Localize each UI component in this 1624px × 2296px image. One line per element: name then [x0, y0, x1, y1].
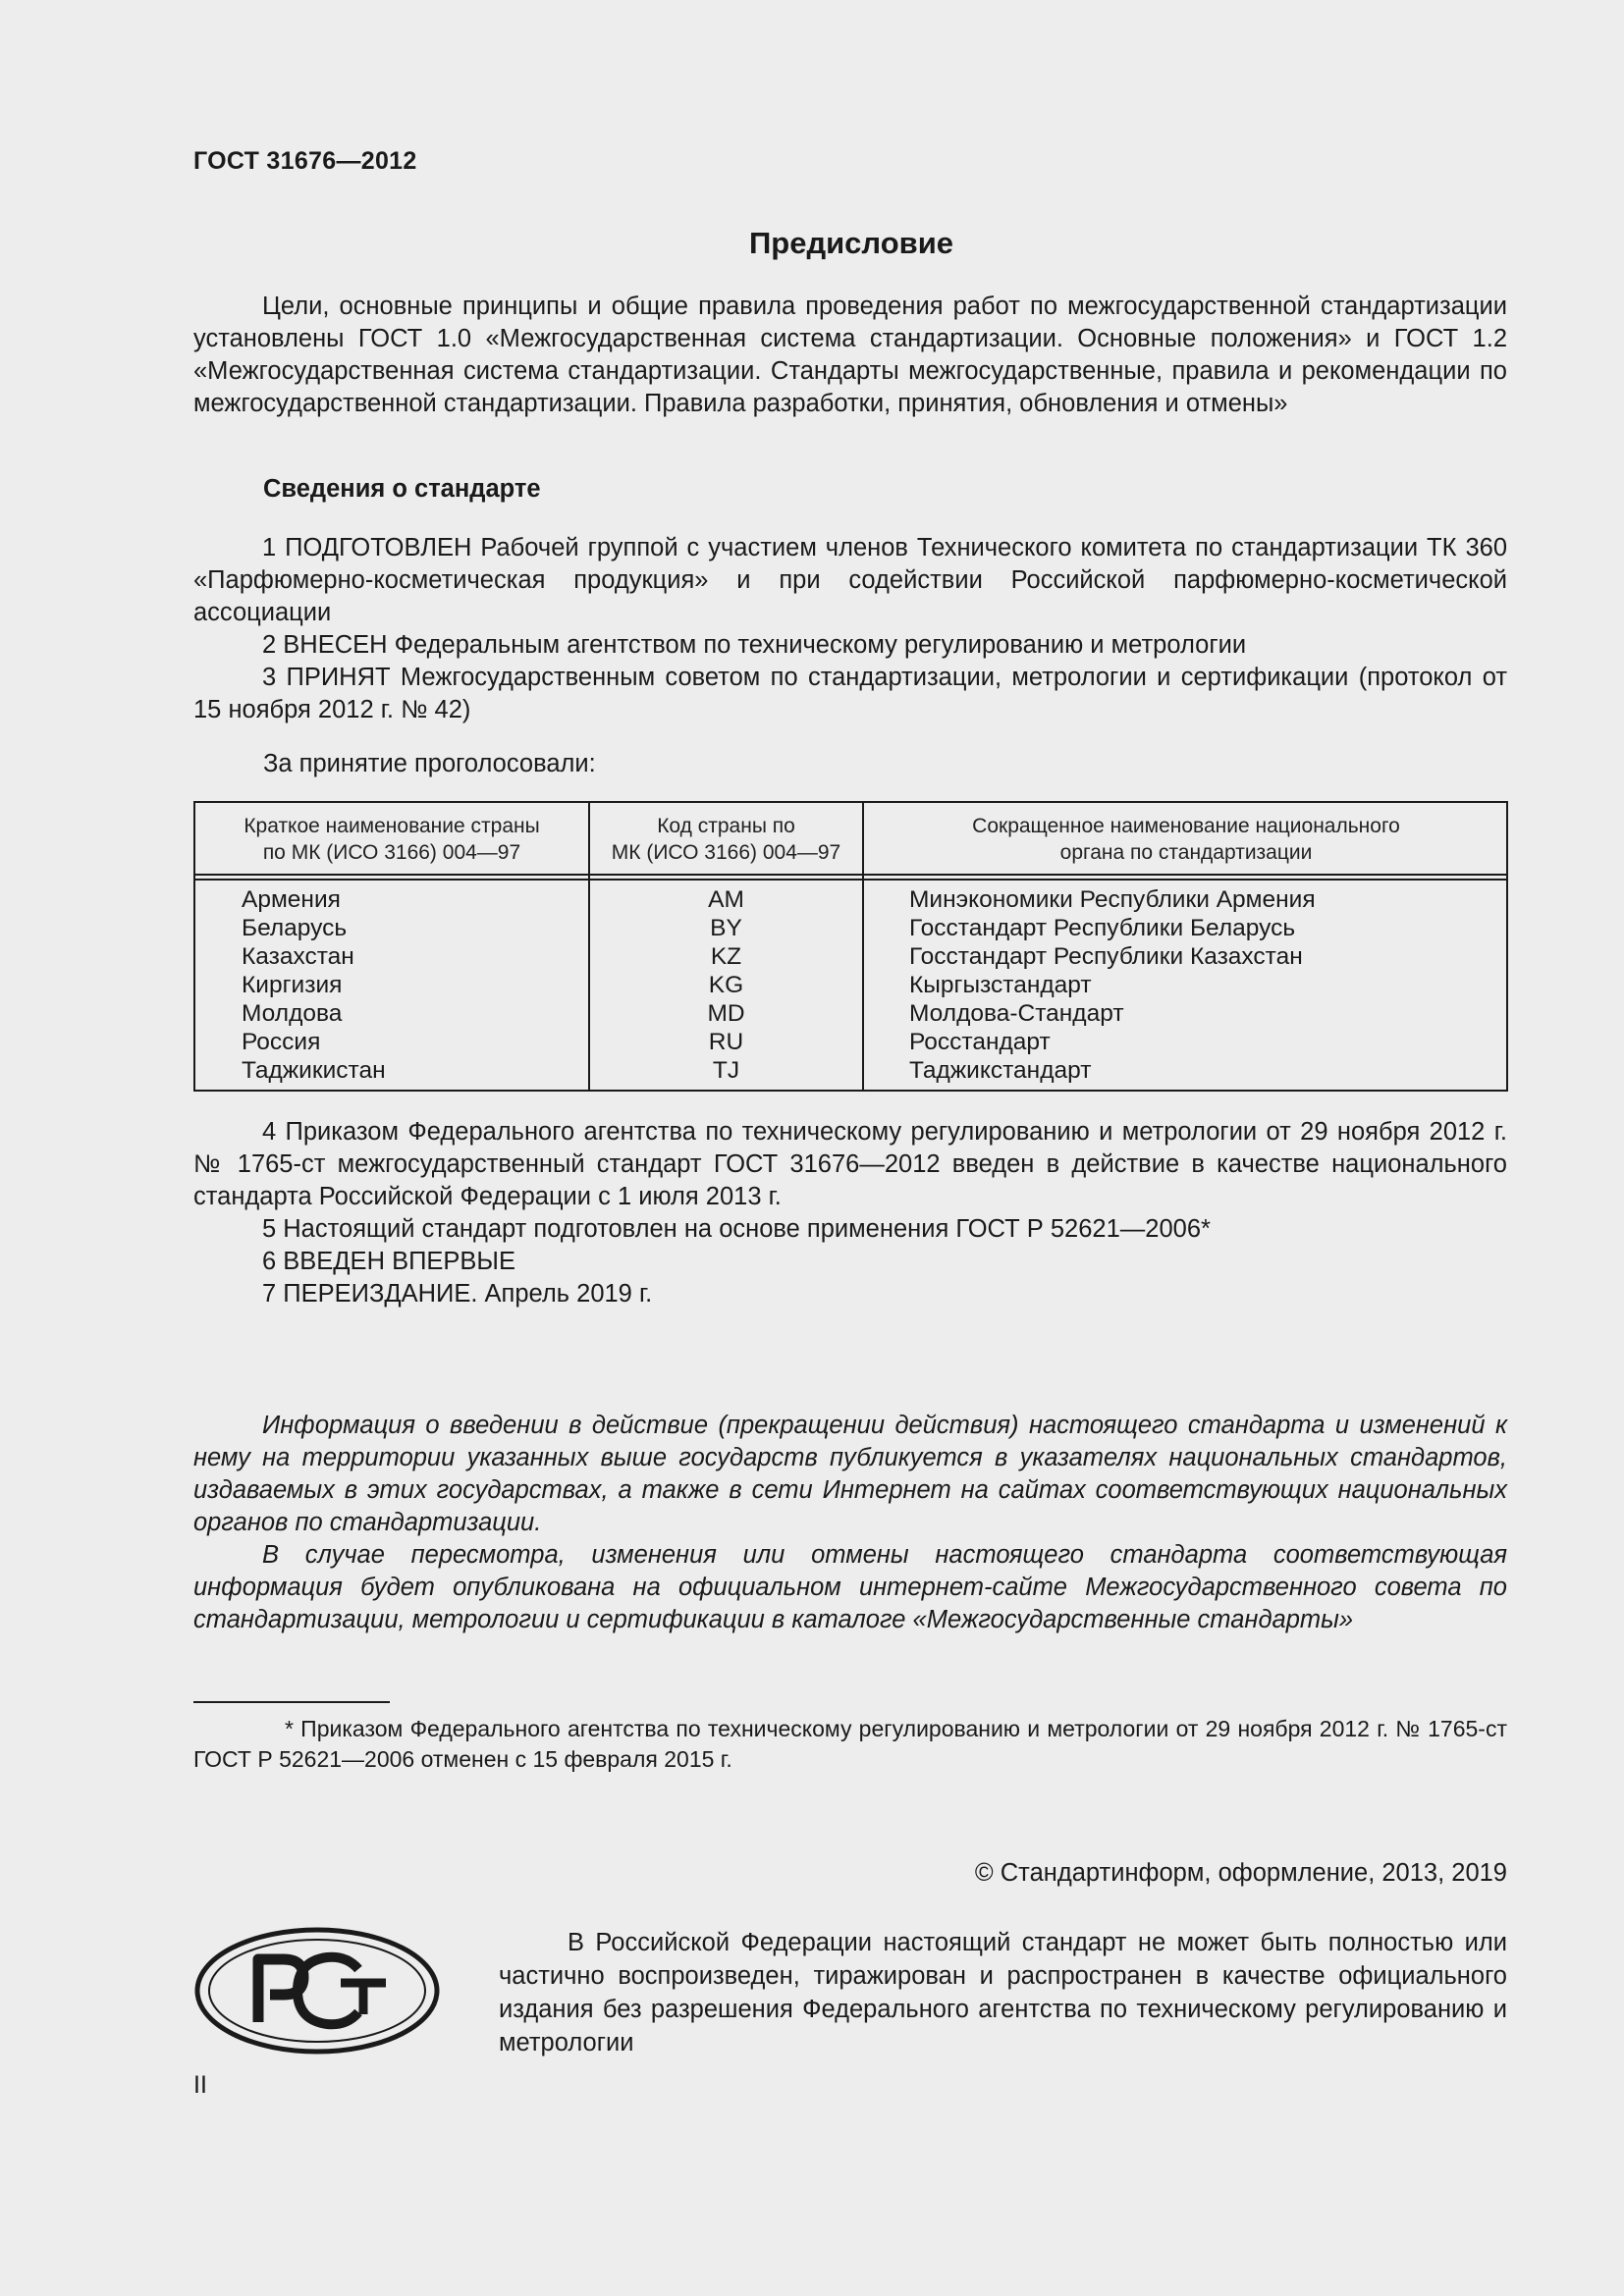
- table-cell: AM: [708, 886, 744, 913]
- table-cell: Армения: [242, 886, 341, 913]
- table-cell: Кыргызстандарт: [909, 972, 1092, 998]
- voting-table: [193, 801, 1508, 1092]
- table-header-rule: [195, 879, 1506, 881]
- intro-paragraph: Цели, основные принципы и общие правила проведения работ по межгосударственной стандартизации установлены ГОСТ 1.0 «Межгосударственная система стандартизации. Основные положения» и ГОСТ 1.2 «Межгосударственная система стандартизации. Стандарты межгосударственные, правила и рекомендации по межгосударственной стандартизации. Правила разработки, принятия, обновления и отмены»: [193, 293, 1507, 417]
- item-3: 3 ПРИНЯТ Межгосударственным советом по стандартизации, метрологии и сертификации (протокол от 15 ноября 2012 г. № 42): [193, 664, 1507, 723]
- table-cell: Казахстан: [242, 943, 354, 970]
- table-header-body: Сокращенное наименование национального органа по стандартизации: [972, 815, 1400, 864]
- table-cell: KZ: [710, 943, 742, 970]
- page-title: Предисловие: [748, 226, 953, 260]
- footnote-rule: [193, 1701, 390, 1703]
- item-1: 1 ПОДГОТОВЛЕН Рабочей группой с участием членов Технического комитета по стандартизации ТК 360 «Парфюмерно-косметическая продукция» и при содействии Российской парфюмерно-косметической ассоциации: [193, 534, 1507, 626]
- info-heading: Сведения о стандарте: [263, 475, 541, 503]
- footnote: * Приказом Федерального агентства по техническому регулированию и метрологии от 29 ноября 2012 г. № 1765-ст ГОСТ Р 52621—2006 отменен с 15 февраля 2015 г.: [193, 1716, 1507, 1772]
- table-cell: Россия: [242, 1029, 321, 1055]
- item-5: 5 Настоящий стандарт подготовлен на основе применения ГОСТ Р 52621—2006*: [262, 1215, 1211, 1243]
- table-cell: Госстандарт Республики Казахстан: [909, 943, 1303, 970]
- item-7: 7 ПЕРЕИЗДАНИЕ. Апрель 2019 г.: [262, 1280, 653, 1308]
- item-2: 2 ВНЕСЕН Федеральным агентством по техническому регулированию и метрологии: [262, 631, 1247, 659]
- table-cell: BY: [710, 915, 742, 941]
- table-header-country: Краткое наименование страны по МК (ИСО 3166) 004—97: [244, 815, 540, 864]
- rst-logo-icon: [193, 1926, 441, 2056]
- table-cell: Беларусь: [242, 915, 348, 941]
- table-cell: MD: [707, 1000, 745, 1027]
- table-cell: Таджикистан: [242, 1057, 386, 1084]
- table-cell: Таджикстандарт: [909, 1057, 1092, 1084]
- copyright: © Стандартинформ, оформление, 2013, 2019: [974, 1859, 1507, 1887]
- page-number: II: [193, 2071, 207, 2099]
- table-cell: RU: [708, 1029, 744, 1055]
- table-header-code: Код страны по МК (ИСО 3166) 004—97: [611, 815, 841, 864]
- notice-paragraph-1: Информация о введении в действие (прекращении действия) настоящего стандарта и изменений к нему на территории указанных выше государств публикуется в указателях национальных стандартов, издаваемых в этих государствах, а также в сети Интернет на сайтах соответствующих национальных органов по стандартизации.: [193, 1412, 1507, 1536]
- table-cell: KG: [708, 972, 744, 998]
- table-column-code: [590, 885, 862, 1085]
- table-cell: Госстандарт Республики Беларусь: [909, 915, 1296, 941]
- table-column-body: [909, 885, 1316, 1085]
- item-6: 6 ВВЕДЕН ВПЕРВЫЕ: [262, 1248, 516, 1275]
- voted-label: За принятие проголосовали:: [263, 750, 596, 777]
- notice-paragraph-2: В случае пересмотра, изменения или отмены настоящего стандарта соответствующая информация будет опубликована на официальном интернет-сайте Межгосударственного совета по стандартизации, метрологии и сертификации в каталоге «Межгосударственные стандарты»: [193, 1541, 1507, 1633]
- table-header-rule: [195, 874, 1506, 876]
- table-cell: Молдова-Стандарт: [909, 1000, 1124, 1027]
- rights-notice: В Российской Федерации настоящий стандарт не может быть полностью или частично воспроизведен, тиражирован и распространен в качестве официального издания без разрешения Федерального агентства по техническому регулированию и метрологии: [499, 1929, 1507, 2056]
- table-cell: Росстандарт: [909, 1029, 1051, 1055]
- table-cell: Молдова: [242, 1000, 343, 1027]
- document-code: ГОСТ 31676—2012: [193, 147, 417, 175]
- table-column-country: [242, 885, 386, 1085]
- table-cell: TJ: [712, 1057, 740, 1084]
- item-4: 4 Приказом Федерального агентства по техническому регулированию и метрологии от 29 ноября 2012 г. № 1765-ст межгосударственный стандарт ГОСТ 31676—2012 введен в действие в качестве национального стандарта Российской Федерации с 1 июля 2013 г.: [193, 1118, 1507, 1210]
- table-cell: Киргизия: [242, 972, 343, 998]
- table-cell: Минэкономики Республики Армения: [909, 886, 1316, 913]
